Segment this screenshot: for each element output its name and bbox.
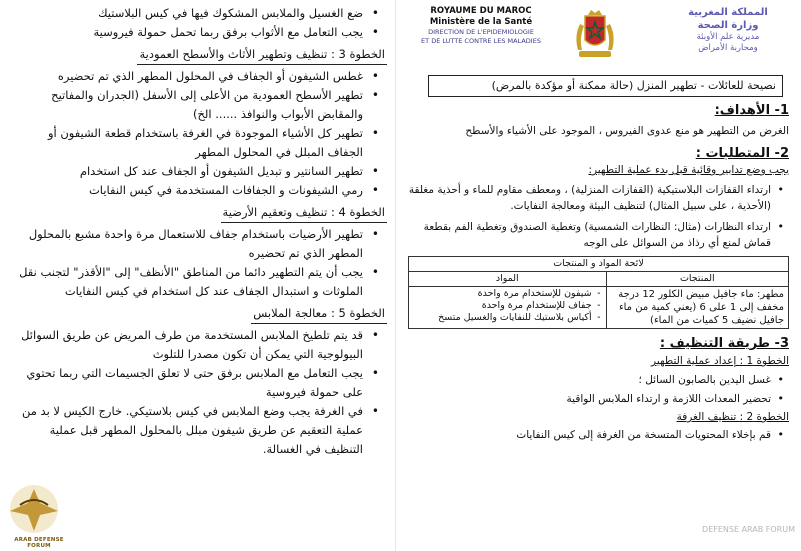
step-3-heading: [10, 45, 387, 65]
directorate-label-fr-2: ET DE LUTTE CONTRE LES MALADIES: [421, 37, 541, 45]
step-4-list: [10, 225, 387, 301]
table-row: [409, 287, 789, 329]
step-4-heading-text: الخطوة 4 : تنظيف وتعقيم الأرضية: [221, 203, 387, 223]
list-item: • تطهير الأسطح العمودية من الأعلى إلى الأسفل (الجدران والمفاتيح والمقابض الأبواب والنوافذ ...... الخ): [10, 86, 363, 124]
step-5-heading: [10, 304, 387, 324]
forum-watermark-text: DEFENSE ARAB FORUM: [702, 525, 795, 534]
section-method-heading: 3- طريقة التنظيف :: [659, 336, 789, 351]
list-item: • تطهير السانتير و تبديل الشيفون أو الجفاف عند كل استخدام: [10, 162, 363, 181]
section-goals-heading: 1- الأهداف:: [714, 103, 789, 118]
intro-list: [10, 4, 387, 42]
list-item: • غطس الشيفون أو الجفاف في المحلول المطهر الذي تم تحضيره: [10, 67, 363, 86]
list-item: • يجب التعامل مع الأثواب برفق ربما تحمل حمولة فيروسية: [10, 23, 363, 42]
document-page-2: [0, 0, 395, 551]
list-item: • قد يتم تلطيخ الملابس المستخدمة من طرف المريض عن طريق السوائل البيولوجية التي يمكن أن تكون مصدرا للتلوث: [10, 326, 363, 364]
step-1-heading: الخطوة 1 : إعداد عملية التطهير: [651, 355, 789, 367]
directorate-label-fr: DIRECTION DE L'EPIDEMIOLOGIE: [428, 28, 534, 36]
requirements-list: [408, 182, 789, 251]
section-goals-text: الغرض من التطهير هو منع عدوى الفيروس ، الموجود على الأشياء والأسطح: [465, 125, 789, 137]
document-header: [396, 0, 801, 76]
step-3-list: [10, 67, 387, 200]
list-item: • تطهير كل الأشياء الموجودة في الغرفة باستخدام قطعة الشيفون أو الجفاف المبلل في المحلول المطهر: [10, 124, 363, 162]
list-item: • غسل اليدين بالصابون السائل ؛: [408, 372, 771, 388]
directorate-label-ar-2: ومحاربة الأمراض: [698, 43, 758, 53]
list-item: • ارتداء النظارات (مثال: النظارات الشمسية) وتغطية الصندوق وتغطية الفم بقطعة قماش لمنع أي رذاذ من السوائل على الوجه: [408, 219, 771, 251]
ministry-label-ar: وزارة الصحة: [697, 20, 759, 31]
materials-cell: [409, 287, 607, 329]
table-caption: لائحة المواد و المنتجات: [409, 257, 789, 272]
table-caption-row: [409, 257, 789, 272]
step-5-list: [10, 326, 387, 459]
step-2-list: [408, 427, 789, 443]
column-header-materials: المواد: [409, 272, 607, 287]
list-item: • رمي الشيفونات و الجفافات المستخدمة في كيس النفايات: [10, 181, 363, 200]
page-2-body: [10, 4, 387, 459]
document-page-1: [395, 0, 801, 551]
moroccan-coat-of-arms-icon: [570, 6, 620, 60]
list-item: • تطهير الأرضيات باستخدام جفاف للاستعمال مرة واحدة مشبع بالمحلول المطهر الذي تم تحضيره: [10, 225, 363, 263]
ministry-label-fr: Ministère de la Santé: [429, 17, 533, 27]
forum-logo-text: ARAB DEFENSE FORUM: [14, 537, 64, 549]
table-header-row: [409, 272, 789, 287]
list-item: - جفاف للإستخدام مرة واحدة: [413, 300, 592, 312]
step-1-list: [408, 372, 789, 407]
step-4-heading: [10, 203, 387, 223]
list-item: • قم بإخلاء المحتويات المتسخة من الغرفة إلى كيس النفايات: [408, 427, 771, 443]
section-requirements-heading: 2- المتطلبات :: [695, 146, 789, 161]
list-item: • يجب أن يتم التطهير دائما من المناطق "الأنظف" إلى "الأقذر" لتجنب نقل الملوثات و استبدال الجفاف عند كل استخدام في كيس النفايات: [10, 263, 363, 301]
kingdom-label-ar: المملكة المغربية: [688, 7, 768, 18]
document-title: نصيحة للعائلات - تطهير المنزل (حالة ممكنة أو مؤكدة بالمرض): [428, 75, 783, 97]
list-item: • ارتداء القفازات البلاستيكية (القفازات المنزلية) ، ومعطف مقاوم للماء و أحذية مغلقة (الأحذية ، على سبيل المثال) لتنظيف البيئة ومعالجة النفايات.: [408, 182, 771, 214]
kingdom-label-fr: ROYAUME DU MAROC: [430, 6, 532, 16]
requirements-subheading: يجب وضع تدابير وقائية قبل بدء عملية التطهير:: [588, 164, 789, 176]
forum-logo-icon: [6, 481, 62, 537]
directorate-label-ar: مديرية علم الأوبئة: [696, 32, 760, 42]
materials-table: [408, 256, 789, 329]
step-2-heading: الخطوة 2 : تنظيف الغرفة: [676, 411, 789, 423]
list-item: • ضع الغسيل والملابس المشكوك فيها في كيس البلاستيك: [10, 4, 363, 23]
step-5-heading-text: الخطوة 5 : معالجة الملابس: [251, 304, 387, 324]
page-1-body: [408, 102, 789, 443]
list-item: • يجب التعامل مع الملابس برفق حتى لا تعلق الجسيمات التي ربما تحتوي على حمولة فيروسية: [10, 364, 363, 402]
products-cell: مطهر: ماء جافيل مبيض الكلور 12 درجة مخفف إلى 1 على 6 (يعني كمية من ماء جافيل نضيف 5 كميات من الماء): [606, 287, 788, 329]
materials-list: [413, 288, 602, 324]
list-item: • تحضير المعدات اللازمة و ارتداء الملابس الواقية: [408, 391, 771, 407]
list-item: • في الغرفة يجب وضع الملابس في كيس بلاستيكي. خارج الكيس لا بد من عملية التعقيم عن طريق شيفون مبلل بالمحلول المطهر قبل عملية التنظيف في الغسالة.: [10, 402, 363, 459]
ministry-name-french: [416, 6, 546, 46]
list-item: - شيفون للإستخدام مرة واحدة: [413, 288, 592, 300]
column-header-products: المنتجات: [606, 272, 788, 287]
ministry-name-arabic: [673, 6, 783, 54]
step-3-heading-text: الخطوة 3 : تنظيف وتطهير الأثاث والأسطح العمودية: [137, 45, 387, 65]
list-item: - أكياس بلاستيك للنفايات والغسيل متسخ: [413, 312, 592, 324]
